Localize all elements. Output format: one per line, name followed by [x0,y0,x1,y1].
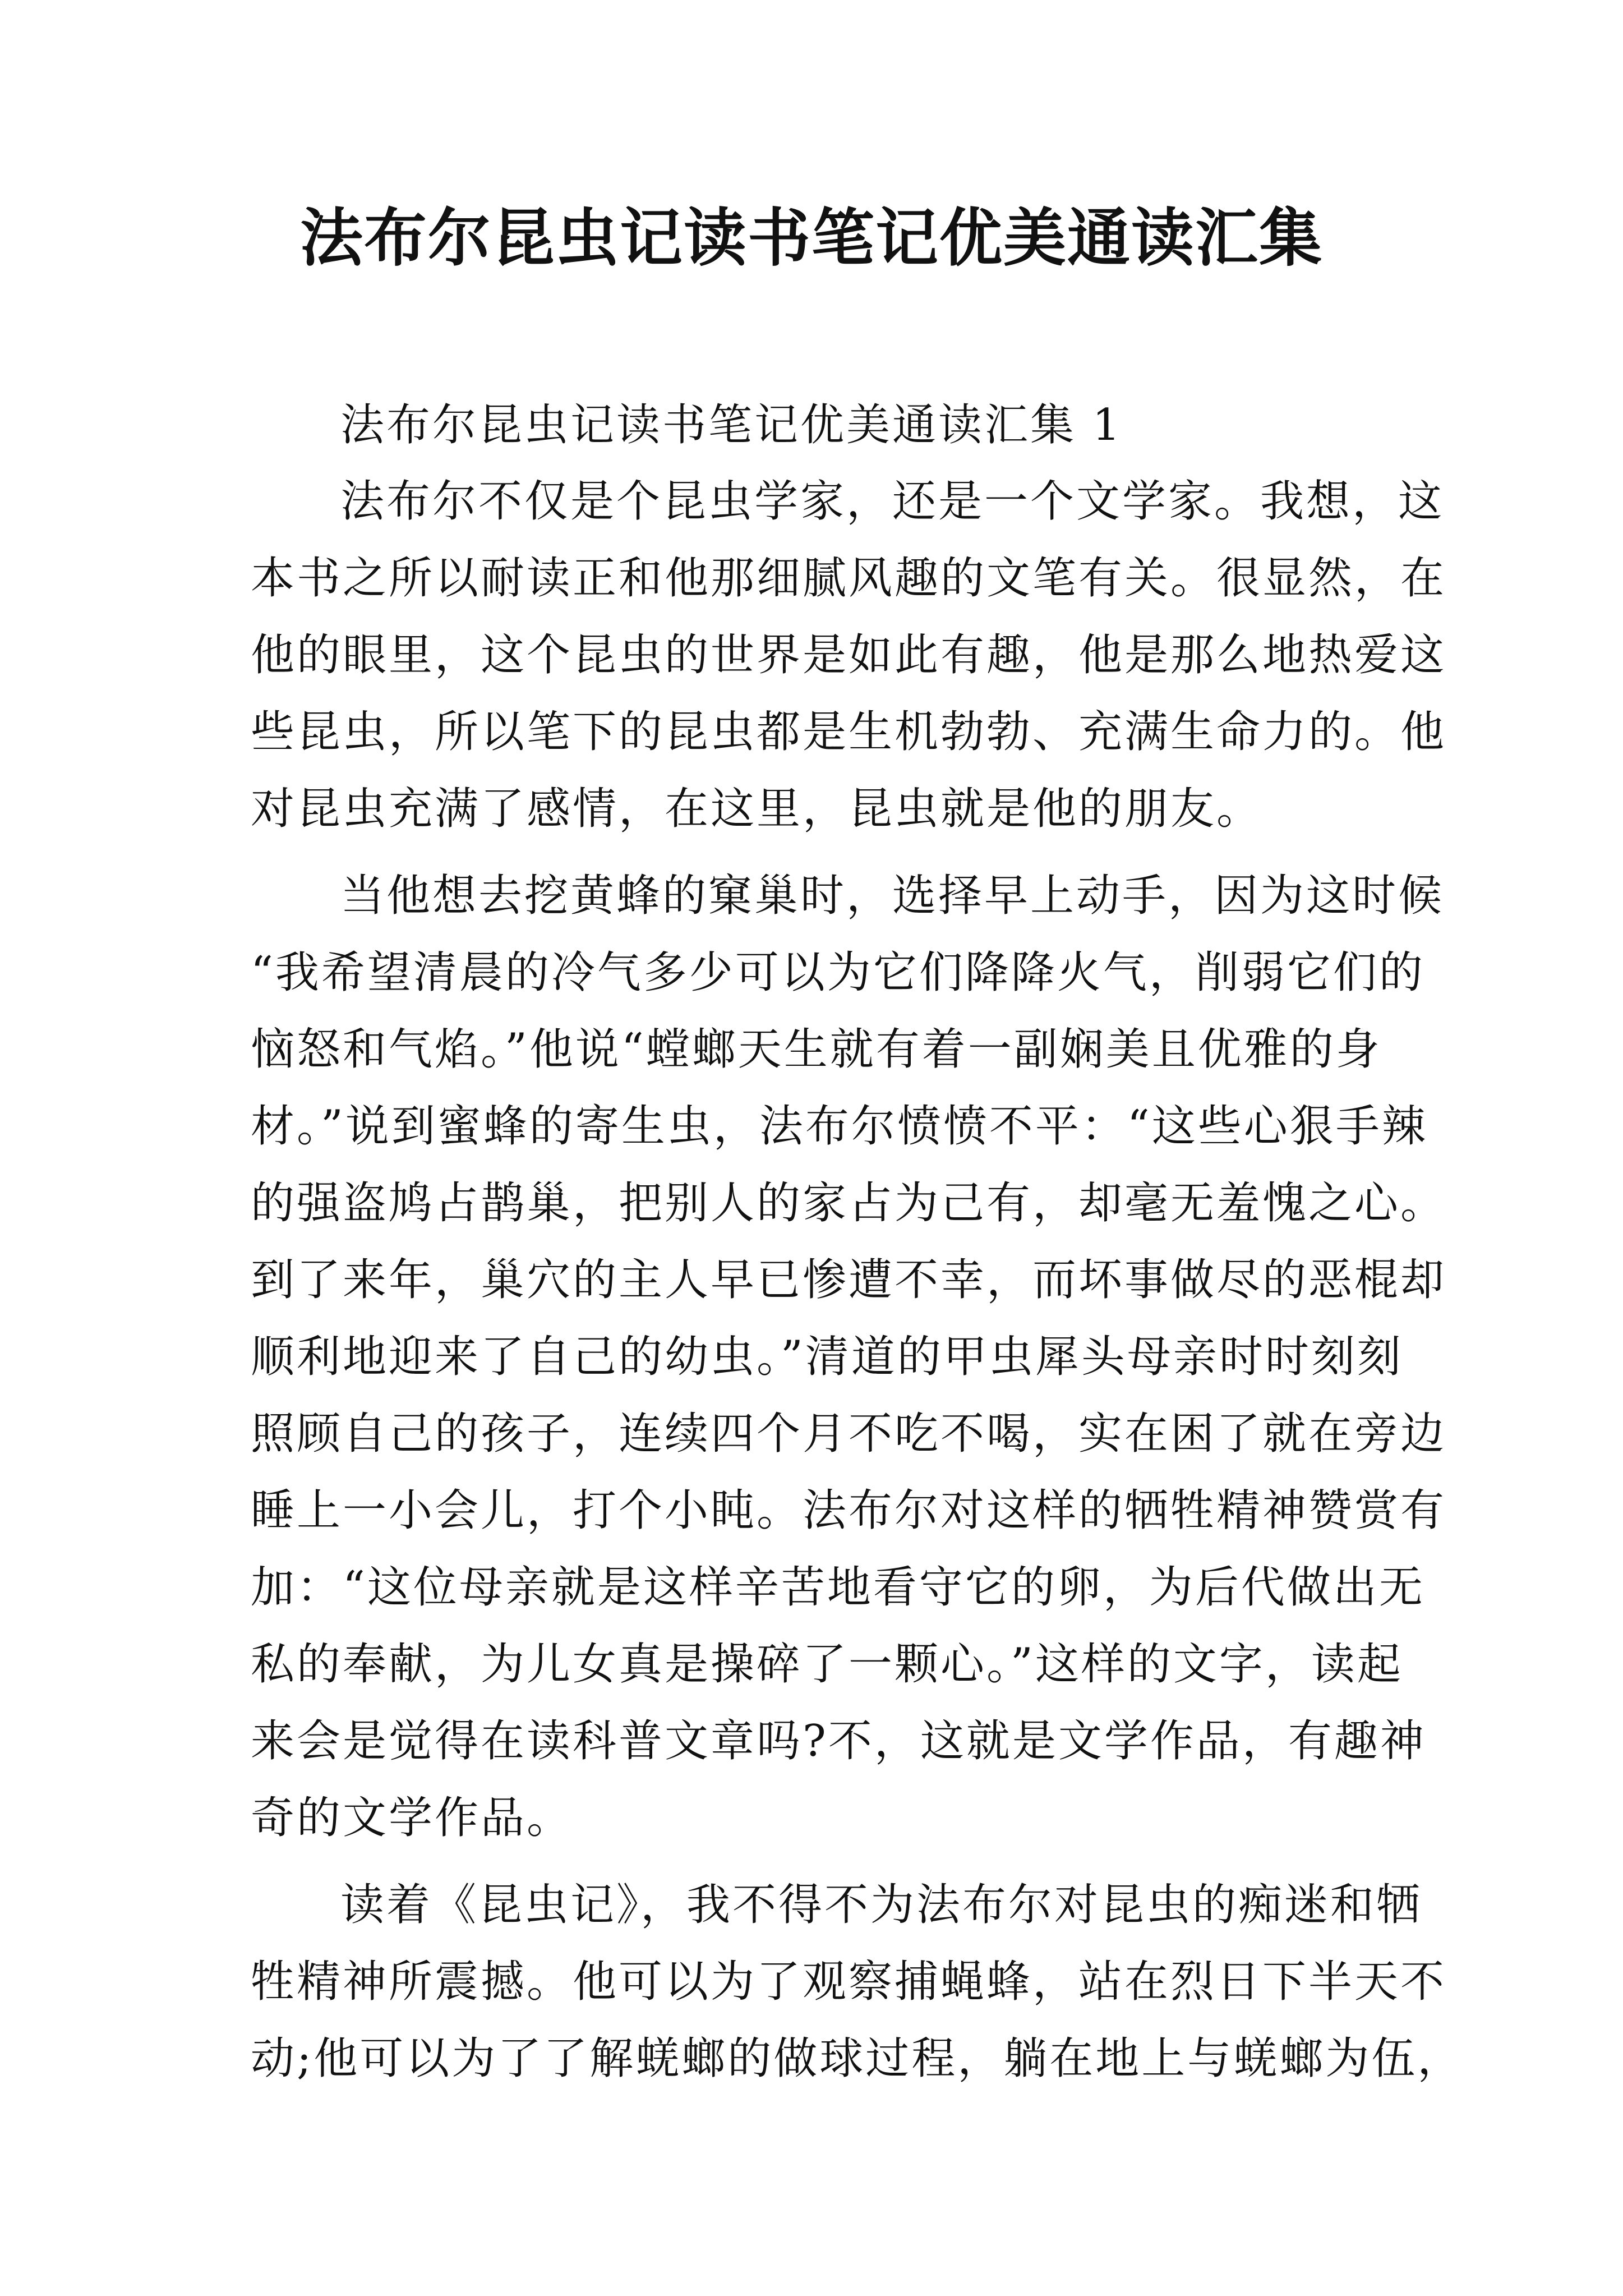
paragraph-line: “我希望清晨的冷气多少可以为它们降降火气，削弱它们的 [251,947,1425,998]
paragraph-line: 读着《昆虫记》，我不得不为法布尔对昆虫的痴迷和牺 [340,1880,1423,1930]
paragraph-line: 奇的文学作品。 [251,1793,573,1843]
paragraph-line: 私的奉献，为儿女真是操碎了一颗心。”这样的文字，读起 [251,1639,1403,1690]
document-title: 法布尔昆虫记读书笔记优美通读汇集 [300,201,1323,275]
paragraph-line: 材。”说到蜜蜂的寄生虫，法布尔愤愤不平：“这些心狠手辣 [251,1101,1428,1152]
paragraph-line: 来会是觉得在读科普文章吗?不，这就是文学作品，有趣神 [251,1716,1426,1766]
paragraph-line: 牲精神所震撼。他可以为了观察捕蝇蜂，站在烈日下半天不 [251,1957,1447,2007]
paragraph-line: 顺利地迎来了自己的幼虫。”清道的甲虫犀头母亲时时刻刻 [251,1332,1403,1382]
section-heading: 法布尔昆虫记读书笔记优美通读汇集 1 [340,400,1123,450]
paragraph-line: 照顾自己的孩子，连续四个月不吃不喝，实在困了就在旁边 [251,1409,1447,1459]
paragraph-line: 对昆虫充满了感情，在这里，昆虫就是他的朋友。 [251,784,1263,834]
paragraph-line: 些昆虫，所以笔下的昆虫都是生机勃勃、充满生命力的。他 [251,707,1447,757]
paragraph-line: 法布尔不仅是个昆虫学家，还是一个文学家。我想，这 [340,476,1445,527]
paragraph-gap [251,1857,1378,1867]
paragraph-line: 的强盗鸠占鹊巢，把别人的家占为己有，却毫无羞愧之心。 [251,1178,1447,1228]
paragraph-line: 到了来年，巢穴的主人早已惨遭不幸，而坏事做尽的恶棍却 [251,1255,1447,1305]
paragraph-gap [251,848,1378,858]
paragraph-line: 当他想去挖黄蜂的窠巢时，选择早上动手，因为这时候 [340,871,1445,921]
paragraph-2 [251,858,1447,1857]
paragraph-1 [251,463,1447,848]
paragraph-line: 加：“这位母亲就是这样辛苦地看守它的卵，为后代做出无 [251,1562,1425,1613]
paragraph-line: 睡上一小会儿，打个小盹。法布尔对这样的牺牲精神赞赏有 [251,1485,1447,1536]
paragraph-line: 本书之所以耐读正和他那细腻风趣的文笔有关。很显然，在 [251,553,1447,604]
paragraph-line: 动;他可以为了了解蜣螂的做球过程，躺在地上与蜣螂为伍， [251,2033,1464,2084]
document-body [251,387,1464,2097]
paragraph-line: 恼怒和气焰。”他说“螳螂天生就有着一副娴美且优雅的身 [251,1024,1382,1075]
paragraph-line: 他的眼里，这个昆虫的世界是如此有趣，他是那么地热爱这 [251,630,1447,680]
paragraph-3 [251,1867,1464,2097]
